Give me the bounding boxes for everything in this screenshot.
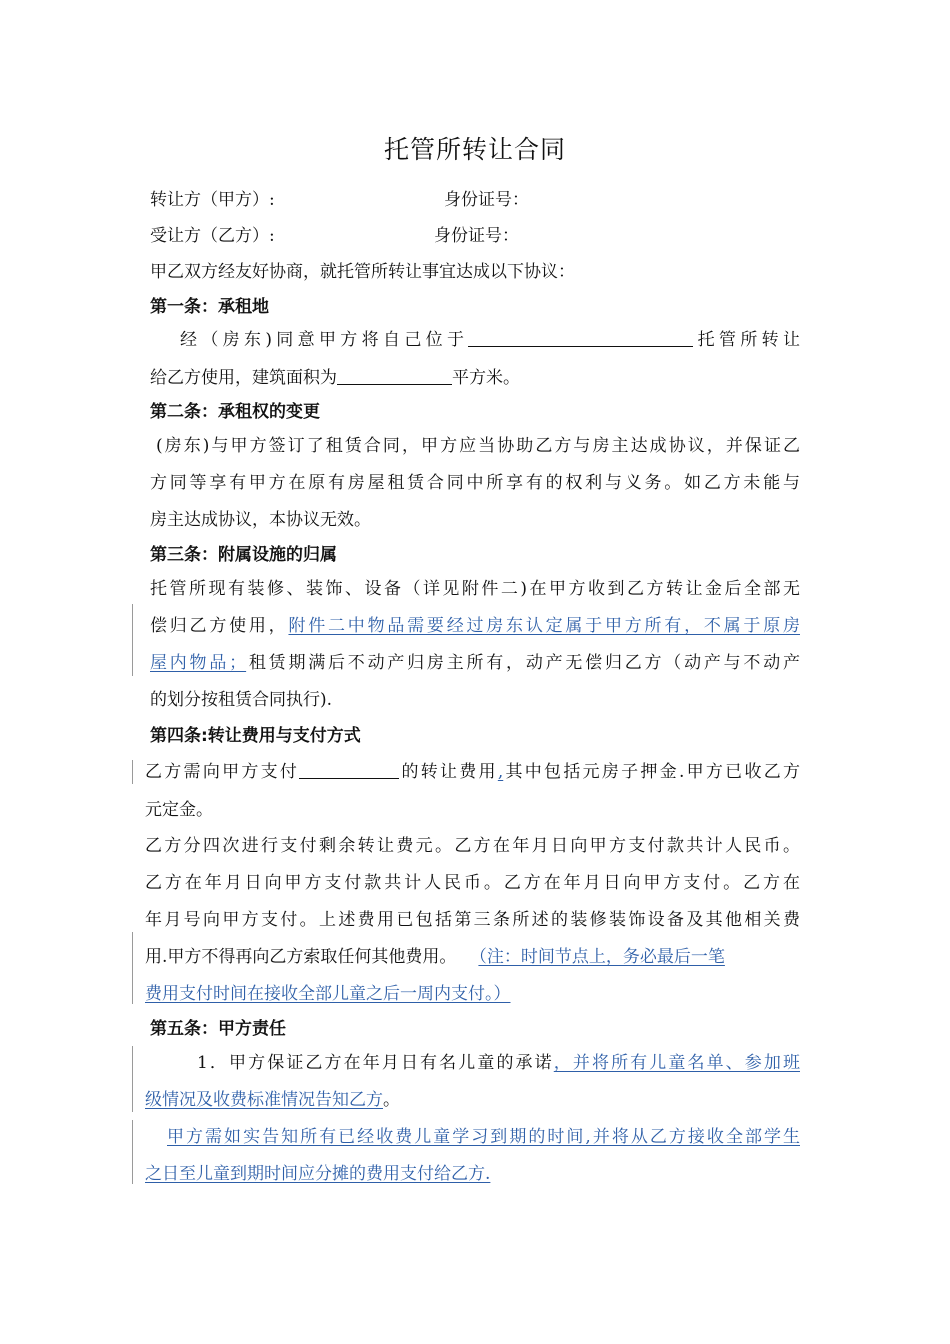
change-bar (132, 1120, 133, 1184)
article4-line6 (145, 945, 725, 969)
article2-line3: 房主达成协议，本协议无效。 (150, 510, 371, 530)
fee-text: 的转让费用 (399, 762, 498, 782)
article1-line1 (180, 328, 800, 352)
period: 。 (383, 1090, 400, 1110)
transferor-id-label: 身份证号： (444, 190, 529, 210)
transferor-label: 转让方（甲方）: (150, 190, 275, 210)
area-blank (337, 366, 452, 385)
change-bar (132, 604, 133, 676)
article4-line5: 年月号向甲方支付。上述费用已包括第三条所述的装修装饰设备及其他相关费 (145, 910, 800, 930)
deposit-text: 其中包括元房子押金.甲方已收乙方 (503, 762, 801, 782)
article4-line2: 元定金。 (145, 800, 213, 820)
article4-line3: 乙方分四次进行支付剩余转让费元。乙方在年月日向甲方支付款共计人民币。 (145, 836, 800, 856)
article3-line2 (150, 614, 800, 638)
location-blank (468, 328, 693, 347)
revision-note: （注：时间节点上，务必最后一笔 (478, 947, 725, 967)
revision-insertion-end: 屋内物品； (150, 653, 247, 673)
article3-text-cont: 租赁期满后不动产归房主所有，动产无偿归乙方（动产与不动产 (246, 653, 800, 673)
area-text: 给乙方使用，建筑面积为 (150, 368, 337, 388)
change-bar (132, 1046, 133, 1112)
article1-text-end: 托管所转让 (693, 330, 801, 350)
article3-line4: 的划分按租赁合同执行). (150, 690, 333, 710)
article2-line2: 方同等享有甲方在原有房屋租赁合同中所享有的权利与义务。如乙方未能与 (150, 473, 800, 493)
revision-paragraph: 甲方需如实告知所有已经收费儿童学习到期的时间,并将从乙方接收全部学生 (167, 1127, 800, 1147)
document-title: 托管所转让合同 (383, 135, 566, 164)
change-bar (132, 932, 133, 1004)
revision-insertion: ，并将所有儿童名单、参加班 (553, 1053, 800, 1073)
area-unit: 平方米。 (452, 368, 520, 388)
article1-line2 (150, 366, 520, 390)
guarantee-text: 1．甲方保证乙方在年月日有名儿童的承诺 (197, 1053, 554, 1073)
revision-comma: , (497, 762, 504, 782)
article3-line1: 托管所现有装修、装饰、设备（详见附件二)在甲方收到乙方转让金后全部无 (150, 579, 800, 599)
article5-line1 (197, 1051, 800, 1075)
article1-heading: 第一条：承租地 (150, 297, 269, 317)
article4-line4: 乙方在年月日向甲方支付款共计人民币。乙方在年月日向甲方支付。乙方在 (145, 873, 800, 893)
article3-heading: 第三条：附属设施的归属 (150, 545, 337, 565)
transferee-line (150, 224, 275, 248)
article3-line3 (150, 651, 800, 675)
revision-paragraph-end: 之日至儿童到期时间应分摊的费用支付给乙方. (145, 1164, 491, 1184)
article4-line1 (145, 760, 800, 784)
article2-line1: (房东)与甲方签订了租赁合同，甲方应当协助乙方与房主达成协议，并保证乙 (156, 436, 800, 456)
article3-text: 偿归乙方使用， (150, 616, 289, 636)
no-extra-fee-text: 用.甲方不得再向乙方索取任何其他费用。 (145, 947, 457, 967)
article5-line4 (145, 1162, 490, 1186)
revision-note-end: 费用支付时间在接收全部儿童之后一周内支付。） (145, 984, 511, 1004)
article5-line2 (145, 1088, 400, 1112)
change-bar (132, 760, 133, 784)
revision-insertion-cont: 级情况及收费标准情况告知乙方 (145, 1090, 383, 1110)
article1-text: 经（房东)同意甲方将自己位于 (180, 330, 469, 350)
article2-heading: 第二条：承租权的变更 (150, 402, 320, 422)
preamble: 甲乙双方经友好协商，就托管所转让事宜达成以下协议： (150, 262, 575, 282)
transferor-line (150, 188, 275, 212)
transferee-id-label: 身份证号： (434, 226, 519, 246)
article4-heading: 第四条:转让费用与支付方式 (150, 726, 361, 746)
article5-heading: 第五条：甲方责任 (150, 1019, 286, 1039)
article5-line3 (145, 1125, 800, 1149)
payment-text: 乙方需向甲方支付 (145, 762, 300, 782)
article4-line7 (145, 982, 511, 1006)
transferee-label: 受让方（乙方）: (150, 226, 275, 246)
fee-blank (299, 760, 399, 779)
revision-insertion: 附件二中物品需要经过房东认定属于甲方所有，不属于原房 (288, 616, 800, 636)
